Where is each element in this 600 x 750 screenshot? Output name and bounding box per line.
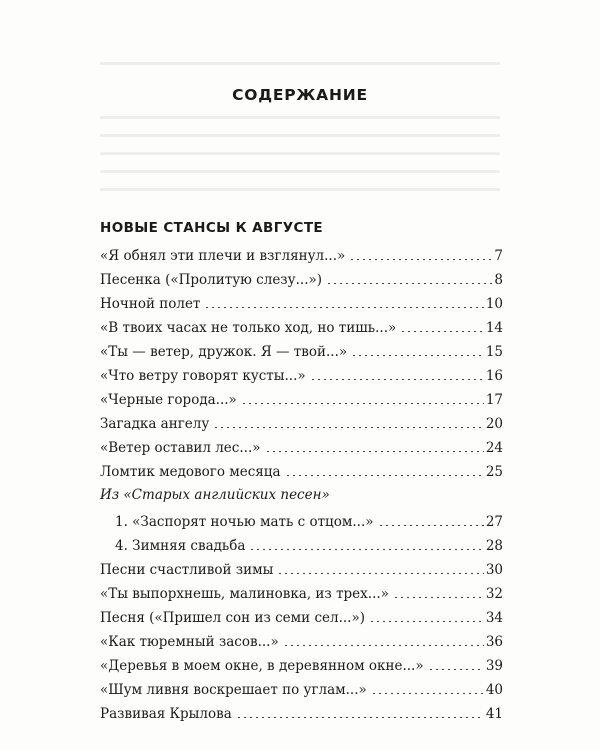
entry-title: Ночной полет — [100, 295, 201, 312]
dot-leader — [378, 512, 484, 526]
toc-entry[interactable] — [100, 438, 503, 457]
toc-entry[interactable] — [100, 656, 503, 675]
dot-leader — [371, 680, 484, 694]
entry-title: Загадка ангелу — [100, 415, 210, 432]
toc-entry[interactable] — [100, 584, 503, 603]
bleed-through-line — [100, 116, 500, 119]
entry-page: 30 — [485, 561, 503, 578]
bleed-through-line — [100, 134, 500, 137]
entry-title: Песни счастливой зимы — [100, 561, 274, 578]
toc-entry[interactable] — [100, 342, 503, 361]
entry-page: 39 — [485, 657, 503, 674]
dot-leader — [310, 366, 484, 380]
entry-title: Ломтик медового месяца — [100, 463, 281, 480]
entry-title: 1. «Заспорят ночью мать с отцом...» — [115, 513, 374, 530]
entry-page: 36 — [485, 633, 503, 650]
entry-page: 10 — [485, 295, 503, 312]
entry-title: «Я обнял эти плечи и взглянул...» — [100, 247, 346, 264]
toc-entry[interactable] — [100, 632, 503, 651]
toc-entry[interactable] — [115, 512, 503, 531]
dot-leader — [393, 584, 484, 598]
entry-page: 25 — [485, 463, 503, 480]
dot-leader — [241, 390, 484, 404]
entry-page: 14 — [485, 319, 503, 336]
toc-entry[interactable] — [100, 294, 503, 313]
bleed-through-line — [100, 188, 500, 191]
entry-title: «Деревья в моем окне, в деревянном окне...» — [100, 657, 424, 674]
entry-title: «Ветер оставил лес...» — [100, 439, 261, 456]
entry-page: 17 — [485, 391, 503, 408]
dot-leader — [400, 318, 484, 332]
dot-leader — [277, 560, 483, 574]
section-title: НОВЫЕ СТАНСЫ К АВГУСТЕ — [100, 220, 324, 236]
dot-leader — [236, 704, 484, 718]
entry-title: Развивая Крылова — [100, 705, 232, 722]
dot-leader — [204, 294, 483, 308]
entry-page: 24 — [485, 439, 503, 456]
entry-title: Песенка («Пролитую слезу...») — [100, 271, 323, 288]
bleed-through-line — [100, 170, 500, 173]
entry-title: «Ты — ветер, дружок. Я — твой...» — [100, 343, 348, 360]
entry-page: 28 — [485, 537, 503, 554]
dot-leader — [249, 536, 483, 550]
entry-title: «Ты выпорхнешь, малиновка, из трех...» — [100, 585, 389, 602]
entry-title: «Что ветру говорят кусты...» — [100, 367, 306, 384]
toc-entry[interactable] — [100, 704, 503, 723]
entry-title: «Шум ливня воскрешает по углам...» — [100, 681, 367, 698]
entry-page: 34 — [485, 609, 503, 626]
subsection-title: Из «Старых английских песен» — [100, 487, 330, 503]
dot-leader — [213, 414, 484, 428]
entry-title: Песня («Пришел сон из семи сел...») — [100, 609, 365, 626]
entry-title: «В твоих часах не только ход, но тишь...» — [100, 319, 397, 336]
toc-entry[interactable] — [100, 560, 503, 579]
toc-entry[interactable] — [115, 536, 503, 555]
bleed-through-line — [100, 152, 500, 155]
toc-entry[interactable] — [100, 246, 503, 265]
entry-page: 40 — [485, 681, 503, 698]
dot-leader — [285, 462, 484, 476]
entry-page: 7 — [494, 247, 503, 264]
toc-entry[interactable] — [100, 270, 503, 289]
dot-leader — [265, 438, 484, 452]
bleed-through-line — [100, 62, 500, 65]
toc-entry[interactable] — [100, 680, 503, 699]
dot-leader — [283, 632, 484, 646]
entry-page: 27 — [485, 513, 503, 530]
entry-page: 8 — [494, 271, 503, 288]
toc-entry[interactable] — [100, 366, 503, 385]
entry-page: 16 — [485, 367, 503, 384]
toc-entry[interactable] — [100, 390, 503, 409]
entry-page: 15 — [485, 343, 503, 360]
entry-title: «Как тюремный засов...» — [100, 633, 279, 650]
page-title: СОДЕРЖАНИЕ — [232, 86, 368, 104]
toc-entry[interactable] — [100, 462, 503, 481]
entry-title: «Черные города...» — [100, 391, 237, 408]
dot-leader — [428, 656, 484, 670]
toc-entry[interactable] — [100, 318, 503, 337]
entry-page: 20 — [485, 415, 503, 432]
entry-title: 4. Зимняя свадьба — [115, 537, 246, 554]
dot-leader — [326, 270, 492, 284]
dot-leader — [351, 342, 484, 356]
entry-page: 32 — [485, 585, 503, 602]
toc-entry[interactable] — [100, 414, 503, 433]
dot-leader — [349, 246, 492, 260]
entry-page: 41 — [485, 705, 503, 722]
dot-leader — [369, 608, 484, 622]
toc-entry[interactable] — [100, 608, 503, 627]
